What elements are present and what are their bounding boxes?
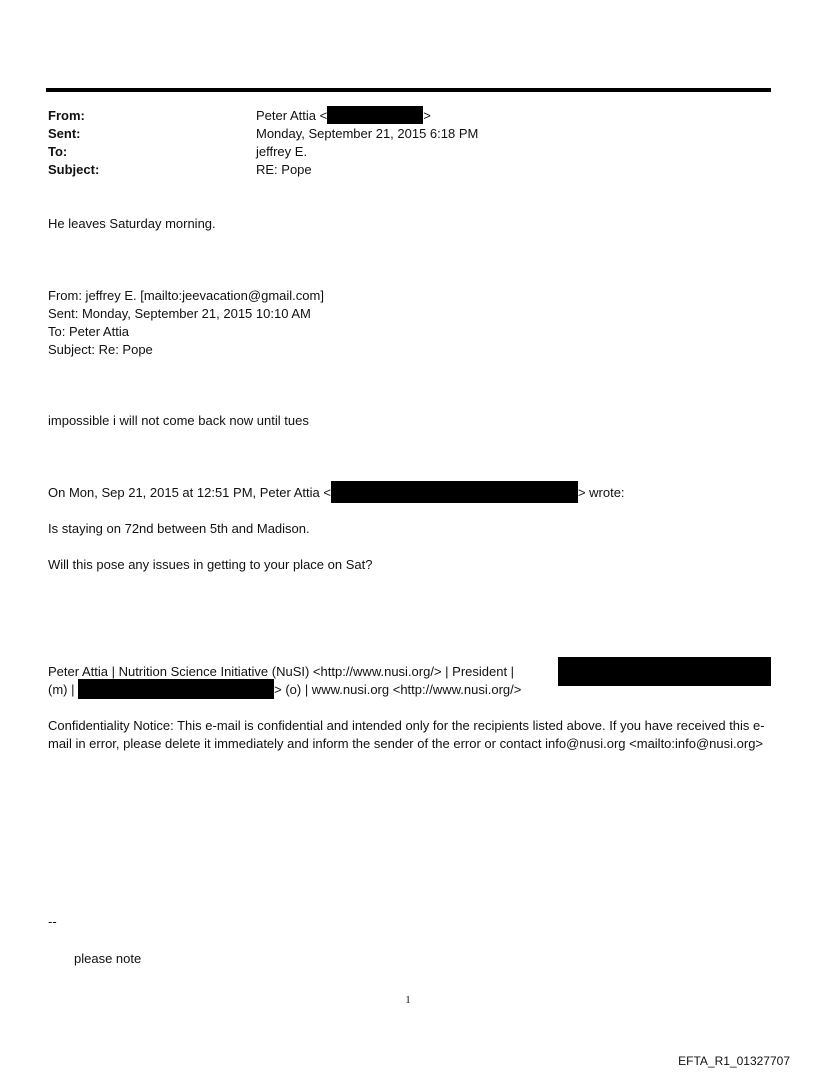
- from-name: Peter Attia <: [256, 108, 328, 123]
- signature-line2: [48, 681, 521, 699]
- document-id: EFTA_R1_01327707: [678, 1054, 790, 1068]
- sent-label: Sent:: [48, 126, 81, 141]
- from-value-end: >: [423, 108, 431, 123]
- from-value: [256, 107, 431, 125]
- quoted-sent: Sent: Monday, September 21, 2015 10:10 AM: [48, 306, 311, 321]
- sent-value: Monday, September 21, 2015 6:18 PM: [256, 126, 479, 141]
- on-wrote-end: > wrote:: [577, 485, 625, 500]
- redaction-from-email: [327, 106, 423, 124]
- on-wrote-start: On Mon, Sep 21, 2015 at 12:51 PM, Peter Attia <: [48, 485, 331, 500]
- redaction-quoted-email: [331, 481, 578, 503]
- line-issues: Will this pose any issues in getting to your place on Sat?: [48, 557, 373, 572]
- from-label: From:: [48, 108, 85, 123]
- subject-label: Subject:: [48, 162, 100, 177]
- line-72nd: Is staying on 72nd between 5th and Madison.: [48, 521, 310, 536]
- redaction-signature-mobile: [78, 679, 274, 699]
- redaction-signature-phone: [558, 657, 771, 686]
- page-number: 1: [405, 994, 411, 1006]
- signature-separator: --: [48, 914, 57, 929]
- quoted-message: impossible i will not come back now until tues: [48, 413, 309, 428]
- quoted-from: From: jeffrey E. [mailto:jeevacation@gmail.com]: [48, 288, 324, 303]
- on-wrote-line: [48, 484, 625, 503]
- subject-value: RE: Pope: [256, 162, 312, 177]
- signature-line1: Peter Attia | Nutrition Science Initiative (NuSI) <http://www.nusi.org/> | President |: [48, 664, 515, 679]
- to-label: To:: [48, 144, 68, 159]
- reply-text: He leaves Saturday morning.: [48, 216, 216, 231]
- quoted-to: To: Peter Attia: [48, 324, 129, 339]
- confidentiality-notice: Confidentiality Notice: This e-mail is confidential and intended only for the recipients listed above. If you have received this e-mail in error, please delete it immediately and inform the sender of the error or contact info@nusi.org <mailto:info@nusi.org>: [48, 718, 765, 751]
- signature-line2-start: (m) |: [48, 682, 75, 697]
- header-rule: [46, 88, 771, 92]
- please-note: please note: [74, 951, 142, 966]
- signature-line2-end: > (o) | www.nusi.org <http://www.nusi.org/>: [274, 682, 522, 697]
- quoted-subject: Subject: Re: Pope: [48, 342, 153, 357]
- to-value: jeffrey E.: [256, 144, 308, 159]
